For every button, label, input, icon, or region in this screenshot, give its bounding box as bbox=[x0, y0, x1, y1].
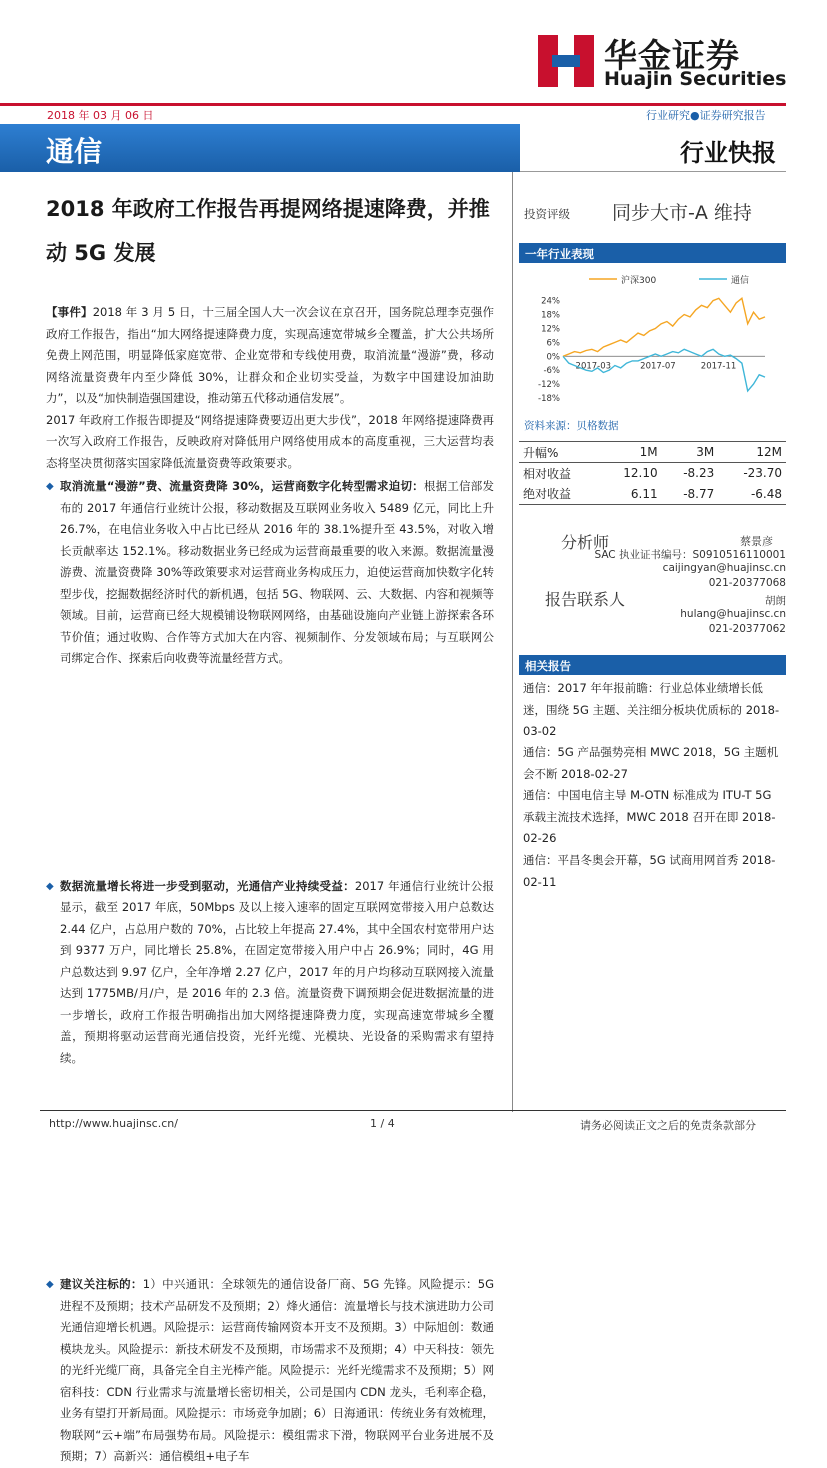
page-number: 1 / 4 bbox=[370, 1117, 395, 1130]
series-line bbox=[563, 298, 765, 356]
x-tick-label: 2017-07 bbox=[640, 361, 676, 372]
analyst-email: caijingyan@huajinsc.cn bbox=[662, 562, 786, 574]
disclaimer-note: 请务必阅读正文之后的免责条款部分 bbox=[580, 1119, 756, 1132]
column-divider bbox=[512, 172, 513, 1112]
table-header-row bbox=[519, 442, 786, 463]
report-series: 行业研究●证券研究报告 bbox=[646, 109, 766, 122]
footer-divider bbox=[40, 1110, 786, 1111]
y-tick-label: 24% bbox=[541, 296, 560, 307]
report-title: 2018 年政府工作报告再提网络提速降费，并推动 5G 发展 bbox=[46, 197, 490, 265]
report-date: 2018 年 03 月 06 日 bbox=[47, 109, 154, 122]
point-3-paragraph bbox=[46, 1274, 494, 1468]
related-report-link[interactable]: 通信：中国电信主导 M-OTN 标准成为 ITU-T 5G 承载主流技术选择，MWC 2018 召开在即 2018-02-26 bbox=[523, 788, 776, 845]
table-cell: -6.48 bbox=[718, 484, 786, 505]
logo-english-name: Huajin Securities bbox=[604, 68, 787, 90]
table-cell: 12.10 bbox=[623, 466, 658, 481]
table-row bbox=[519, 463, 786, 484]
table-cell: 6.11 bbox=[600, 484, 661, 505]
related-reports-heading: 相关报告 bbox=[519, 655, 786, 675]
sector-name: 通信 bbox=[46, 135, 103, 168]
contact-title: 报告联系人 bbox=[545, 590, 626, 609]
x-tick-label: 2017-03 bbox=[575, 361, 612, 372]
point-3-text: 1）中兴通讯：全球领先的通信设备厂商、5G 先锋。风险提示：5G 进程不及预期；技术产品研发不及预期；2）烽火通信：流量增长与技术演进助力公司光通信迎增长机遇。风险提示：运营商传输网资本开支不及预期。3）中际旭创：数通模块龙头。风险提示：新技术研发不及预期，市场需求不及预期；4）中天科技：领先的光纤光缆厂商，具备完全自主光棒产能。风险提示：光纤光缆需求不及预期；5）网宿科技：CDN 行业需求与流量增长密切相关，公司是国内 CDN 龙头，毛利率企稳，业务有望打开新局面。风险提示：市场竞争加剧；6）日海通讯：传统业务有效梳理，物联网“云+端”布局强势布局。风险提示：模组需求下滑，物联网平台业务进展不及预期；7）高新兴：通信模组+电子车 bbox=[60, 1277, 494, 1463]
x-tick-label: 2017-11 bbox=[700, 361, 737, 372]
y-tick-label: 0% bbox=[546, 352, 560, 363]
point-1-paragraph bbox=[46, 476, 494, 670]
y-tick-label: 12% bbox=[541, 324, 560, 335]
y-tick-label: 6% bbox=[546, 338, 560, 349]
point-2-text: 2017 年通信行业统计公报显示，截至 2017 年底，50Mbps 及以上接入速率的固定互联网宽带接入用户总数达 2.44 亿户，占总用户数的 70%，占比较上年提高 27.4%，其中全国农村宽带用户达到 9377 万户，同比增长 25.8%，在固定宽带接入用户中占 26.9%；同时，4G 用户总数达到 9.97 亿户，全年净增 2.27 亿户，2017 年的月户均移动互联网接入流量达到 1775MB/月/户，是 2016 年的 2.3 倍。流量资费下调预期会促进数据流量的进一步增长，政府工作报告明确指出加大网络提速降费力度，实现高速宽带城乡全覆盖，预期将驱动运营商光通信投资，光纤光缆、光模块、光设备的采购需求有望持续。 bbox=[60, 878, 495, 1065]
report-type: 行业快报 bbox=[680, 139, 776, 167]
analyst-title: 分析师 bbox=[561, 533, 610, 552]
contact-name: 胡朗 bbox=[765, 595, 786, 607]
table-cell: 绝对收益 bbox=[519, 484, 600, 505]
contact-phone: 021-20377062 bbox=[708, 623, 786, 635]
industry-performance-chart bbox=[519, 268, 786, 408]
event-paragraph bbox=[46, 302, 494, 474]
point-2-paragraph bbox=[46, 876, 494, 1070]
legend-label: 沪深300 bbox=[621, 276, 657, 286]
analyst-cert: SAC 执业证书编号：S0910516110001 bbox=[594, 549, 786, 561]
related-report-link[interactable]: 通信：平昌冬奥会开幕，5G 试商用网首秀 2018-02-11 bbox=[523, 853, 776, 889]
y-tick-label: -6% bbox=[543, 366, 560, 377]
table-cell: -8.23 bbox=[683, 466, 715, 481]
y-tick-label: -12% bbox=[538, 380, 560, 391]
related-report-link[interactable]: 通信：5G 产品强势亮相 MWC 2018，5G 主题机会不断 2018-02-27 bbox=[523, 745, 779, 781]
point-1-text: 根据工信部发布的 2017 年通信行业统计公报，移动数据及互联网业务收入 5489 亿元，同比上升 26.7%，在电信业务收入中占比已经从 2016 年的 38.1%提升至 43.5%，对收入增长贡献率达 152.1%。移动数据业务已经成为运营商最重要的收入来源。数据流量漫游费、流量资费降 30%等政策要求对运营商业务构成压力，迫使运营商加快数字化转型步伐，挖掘数据经济时代的新机遇，包括 5G、物联网、云、大数据、内容和视频等领域。目前，运营商已经大规模铺设物联网网络，由基础设施向产业链上游探索各环节价值；通过收购、合作等方式加大在内容、视频制作、分发领域布局；与互联网公司绑定合作、探索后向收费等流量经营方式。 bbox=[60, 479, 494, 665]
performance-heading: 一年行业表现 bbox=[519, 243, 786, 263]
event-text-2: 2017 年政府工作报告即提及“网络提速降费要迈出更大步伐”，2018 年网络提速降费再一次写入政府工作报告，反映政府对降低用户网络使用成本的高度重视，三大运营均表态将坚决贯彻落实国家降低流量资费等政策要求。 bbox=[46, 412, 494, 470]
performance-table bbox=[519, 441, 786, 505]
logo-mark-icon bbox=[538, 35, 594, 87]
event-label: 【事件】 bbox=[46, 305, 93, 319]
analyst-phone: 021-20377068 bbox=[708, 577, 786, 589]
table-cell: 相对收益 bbox=[523, 466, 572, 481]
rating-label: 投资评级 bbox=[524, 207, 570, 221]
chart-source: 资料来源：贝格数据 bbox=[524, 420, 619, 432]
table-row bbox=[519, 484, 786, 505]
y-tick-label: -18% bbox=[538, 394, 560, 404]
legend-label: 通信 bbox=[731, 276, 750, 286]
table-cell: -23.70 bbox=[743, 466, 782, 481]
rating-value: 同步大市-A 维持 bbox=[612, 202, 752, 224]
related-report-link[interactable]: 通信：2017 年年报前瞻：行业总体业绩增长低迷，围绕 5G 主题、关注细分板块优质标的 2018-03-02 bbox=[523, 681, 780, 738]
point-1-heading: 取消流量“漫游”费、流量资费降 30%，运营商数字化转型需求迫切： bbox=[60, 479, 424, 493]
table-cell: -8.77 bbox=[662, 484, 719, 505]
point-2-heading: 数据流量增长将进一步受到驱动，光通信产业持续受益： bbox=[60, 878, 355, 893]
footer-url[interactable]: http://www.huajinsc.cn/ bbox=[49, 1117, 178, 1130]
analyst-name: 蔡景彦 bbox=[740, 535, 773, 548]
logo-chinese-name: 华金证券 bbox=[604, 36, 740, 75]
event-text: 2018 年 3 月 5 日，十三届全国人大一次会议在京召开，国务院总理李克强作政府工作报告，指出“加大网络提速降费力度，实现高速宽带城乡全覆盖，扩大公共场所免费上网范围，明显降低家庭宽带、企业宽带和专线使用费，取消流量“漫游”费，移动网络流量资费年内至少降低 30%，让群众和企业切实受益，为数字中国建设加油助力”，以及“加快制造强国建设，推动第五代移动通信发展”。 bbox=[46, 305, 494, 405]
y-tick-label: 18% bbox=[541, 310, 560, 321]
point-3-heading: 建议关注标的： bbox=[60, 1277, 143, 1291]
table-header: 升幅% bbox=[519, 442, 600, 463]
table-header: 1M bbox=[600, 442, 661, 463]
table-header: 3M bbox=[662, 442, 719, 463]
table-header: 12M bbox=[718, 442, 786, 463]
contact-email: hulang@huajinsc.cn bbox=[680, 608, 786, 620]
